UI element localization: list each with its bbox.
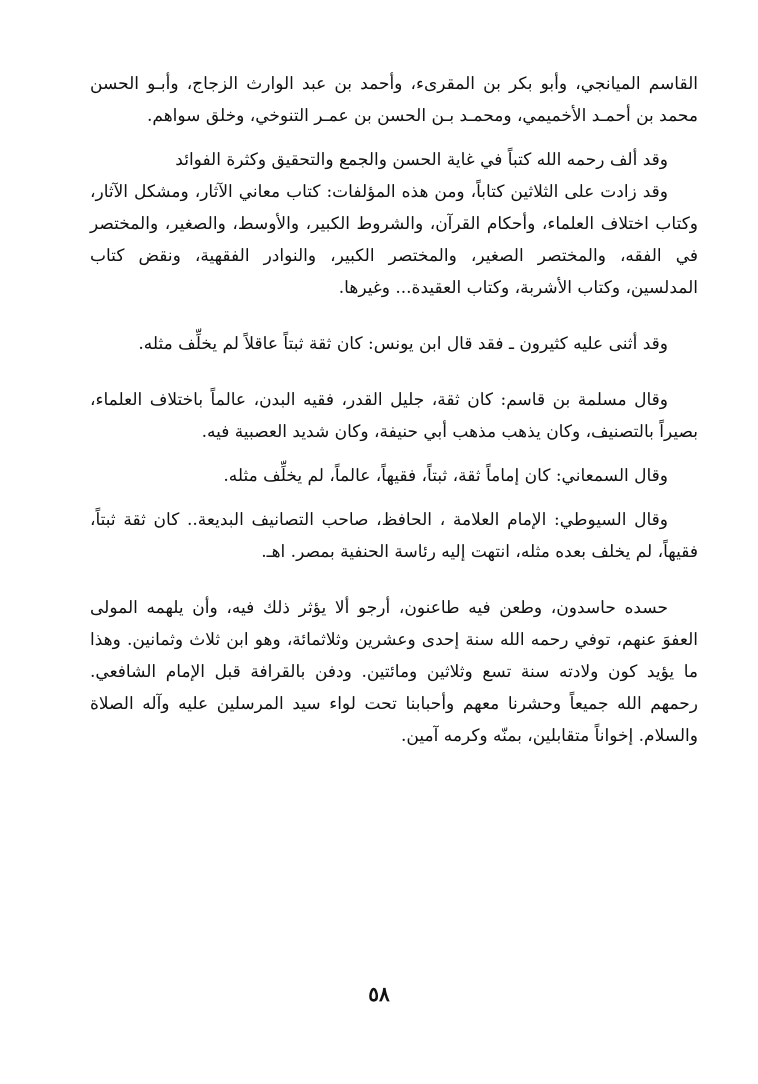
paragraph-suyuti-praise: وقال السيوطي: الإمام العلامة ، الحافظ، صاحب التصانيف البديعة.. كان ثقة ثبتاً، فقيهاً، لم يخلف بعده مثله، انتهت إليه رئاسة الحنفية بمصر. اهـ. bbox=[90, 510, 698, 562]
paragraph-authorship: وقد ألف رحمه الله كتباً في غاية الحسن والجمع والتحقيق وكثرة الفوائد bbox=[175, 150, 668, 170]
paragraph-teachers-continuation: القاسم الميانجي، وأبو بكر بن المقرىء، وأحمد بن عبد الوارث الزجاج، وأبـو الحسن محمد بن أحمـد الأخميمي، ومحمـد بـن الحسن بن عمـر التنوخي، وخلق سواهم. bbox=[90, 74, 698, 126]
page-body bbox=[90, 68, 698, 752]
paragraph-death-and-burial: حسده حاسدون، وطعن فيه طاعنون، أرجو ألا يؤثر ذلك فيه، وأن يلهمه المولى العفوَ عنهم، توفي رحمه الله سنة إحدى وعشرين وثلاثمائة، وهو ابن ثلاث وثمانين. وهذا ما يؤيد كون ولادته سنة تسع وثلاثين ومائتين. ودفن بالقرافة قبل الإمام الشافعي. رحمهم الله جميعاً وحشرنا معهم وأحبابنا تحت لواء سيد المرسلين عليه وآله الصلاة والسلام. إخواناً متقابلين، بمنّه وكرمه آمين. bbox=[90, 598, 698, 746]
paragraph-ibn-yunus-praise: وقد أثنى عليه كثيرون ـ فقد قال ابن يونس: كان ثقة ثبتاً عاقلاً لم يخلِّف مثله. bbox=[138, 334, 668, 354]
page-number: ٥٨ bbox=[368, 982, 390, 1006]
paragraph-maslama-praise: وقال مسلمة بن قاسم: كان ثقة، جليل القدر، فقيه البدن، عالماً باختلاف العلماء، بصيراً بالتصنيف، وكان يذهب مذهب أبي حنيفة، وكان شديد العصبية فيه. bbox=[90, 390, 698, 442]
paragraph-works-list: وقد زادت على الثلاثين كتاباً، ومن هذه المؤلفات: كتاب معاني الآثار، ومشكل الآثار، وكتاب اختلاف العلماء، وأحكام القرآن، والشروط الكبير، والأوسط، والصغير، والمختصر في الفقه، والمختصر الصغير، والمختصر الكبير، والنوادر الفقهية، ونقض كتاب المدلسين، وكتاب الأشربة، وكتاب العقيدة... وغيرها. bbox=[90, 182, 698, 298]
paragraph-samani-praise: وقال السمعاني: كان إماماً ثقة، ثبتاً، فقيهاً، عالماً، لم يخلِّف مثله. bbox=[223, 466, 668, 486]
